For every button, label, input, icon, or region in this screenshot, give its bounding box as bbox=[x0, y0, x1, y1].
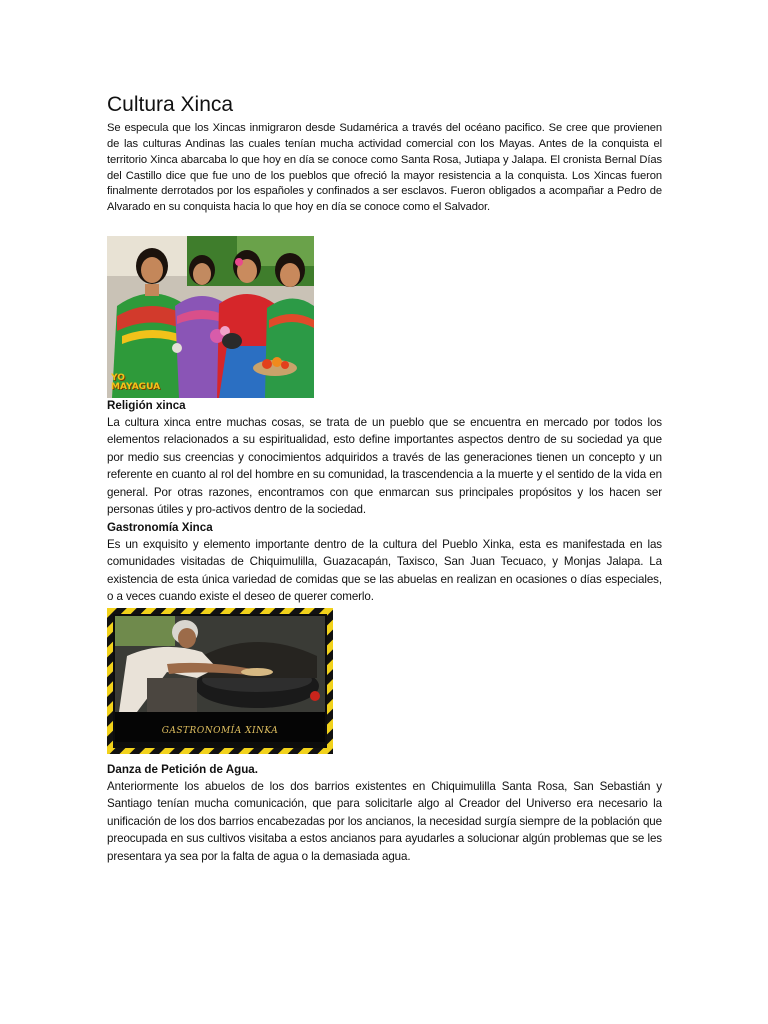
gastronomy-caption: GASTRONOMÍA XINKA bbox=[161, 725, 279, 736]
section-body-water-dance: Anteriormente los abuelos de los dos barrios existentes en Chiquimulilla Santa Rosa, San Sebastián y Santiago tenían mucha comunicación, que para solicitarle algo al Creador del Universo era necesario la unificación de los dos barrios encabezadas por los ancianos, la necesidad surgía siempre de la población que preocupada en sus cultivos visitaba a estos ancianos para ayudarles a solucionar algún problemas que se les presentara ya sea por la falta de agua o la demasiada agua. bbox=[107, 779, 662, 863]
section-heading-water-dance: Danza de Petición de Agua. bbox=[107, 762, 258, 776]
xinca-women-photo bbox=[107, 236, 314, 398]
section-body-gastronomy: Es un exquisito y elemento importante dentro de la cultura del Pueblo Xinka, esta es manifestada en las comunidades visitadas de Chiquimulilla, Guazacapán, Taxisco, San Juan Tecuaco, y Monjas Jalapa. La existencia de esta única variedad de comidas que se las abuelas en realizan en ocasiones o días especiales, o a veces cuando existe el deseo de querer comerlo. bbox=[107, 537, 662, 604]
photo-logo-line2: MAYAGUA bbox=[111, 381, 161, 392]
photo-logo-line1: YO bbox=[111, 372, 125, 383]
section-heading-religion: Religión xinca bbox=[107, 398, 186, 412]
intro-paragraph: Se especula que los Xincas inmigraron desde Sudamérica a través del océano pacifico. Se cree que provienen de las culturas Andinas las cuales tenían mucha actividad comercial con los Mayas. Antes de la conquista el territorio Xinca abarcaba lo que hoy en día se conoce como Santa Rosa, Jutiapa y Jalapa. El cronista Bernal Días del Castillo dice que fue uno de los pueblos que ofreció la mayor resistencia a la conquista. Los Xincas fueron finalmente derrotados por los españoles y confinados a ser esclavos. Fueron obligados a acompañar a Pedro de Alvarado en su conquista hacia lo que hoy en día se conoce como el Salvador. bbox=[107, 122, 662, 214]
section-heading-gastronomy: Gastronomía Xinca bbox=[107, 520, 213, 534]
document-page bbox=[107, 92, 662, 865]
document-title: Cultura Xinca bbox=[107, 93, 234, 116]
gastronomy-photo bbox=[107, 608, 333, 754]
photo-logo bbox=[111, 374, 160, 392]
section-body-religion: La cultura xinca entre muchas cosas, se trata de un pueblo que se encuentra en mercado por todos los elementos relacionados a su espiritualidad, esto define importantes aspectos dentro de su sociedad ya que por medio sus creencias y conocimientos adquiridos a través de las generaciones tienen un concepto y un referente en cuanto al rol del hombre en su comunidad, la trascendencia a la muerte y el sentido de la vida en general. Por otras razones, encontramos con que enmarcan sus principales propósitos y los hacen ser personas útiles y pro-activos dentro de la sociedad. bbox=[107, 415, 662, 517]
